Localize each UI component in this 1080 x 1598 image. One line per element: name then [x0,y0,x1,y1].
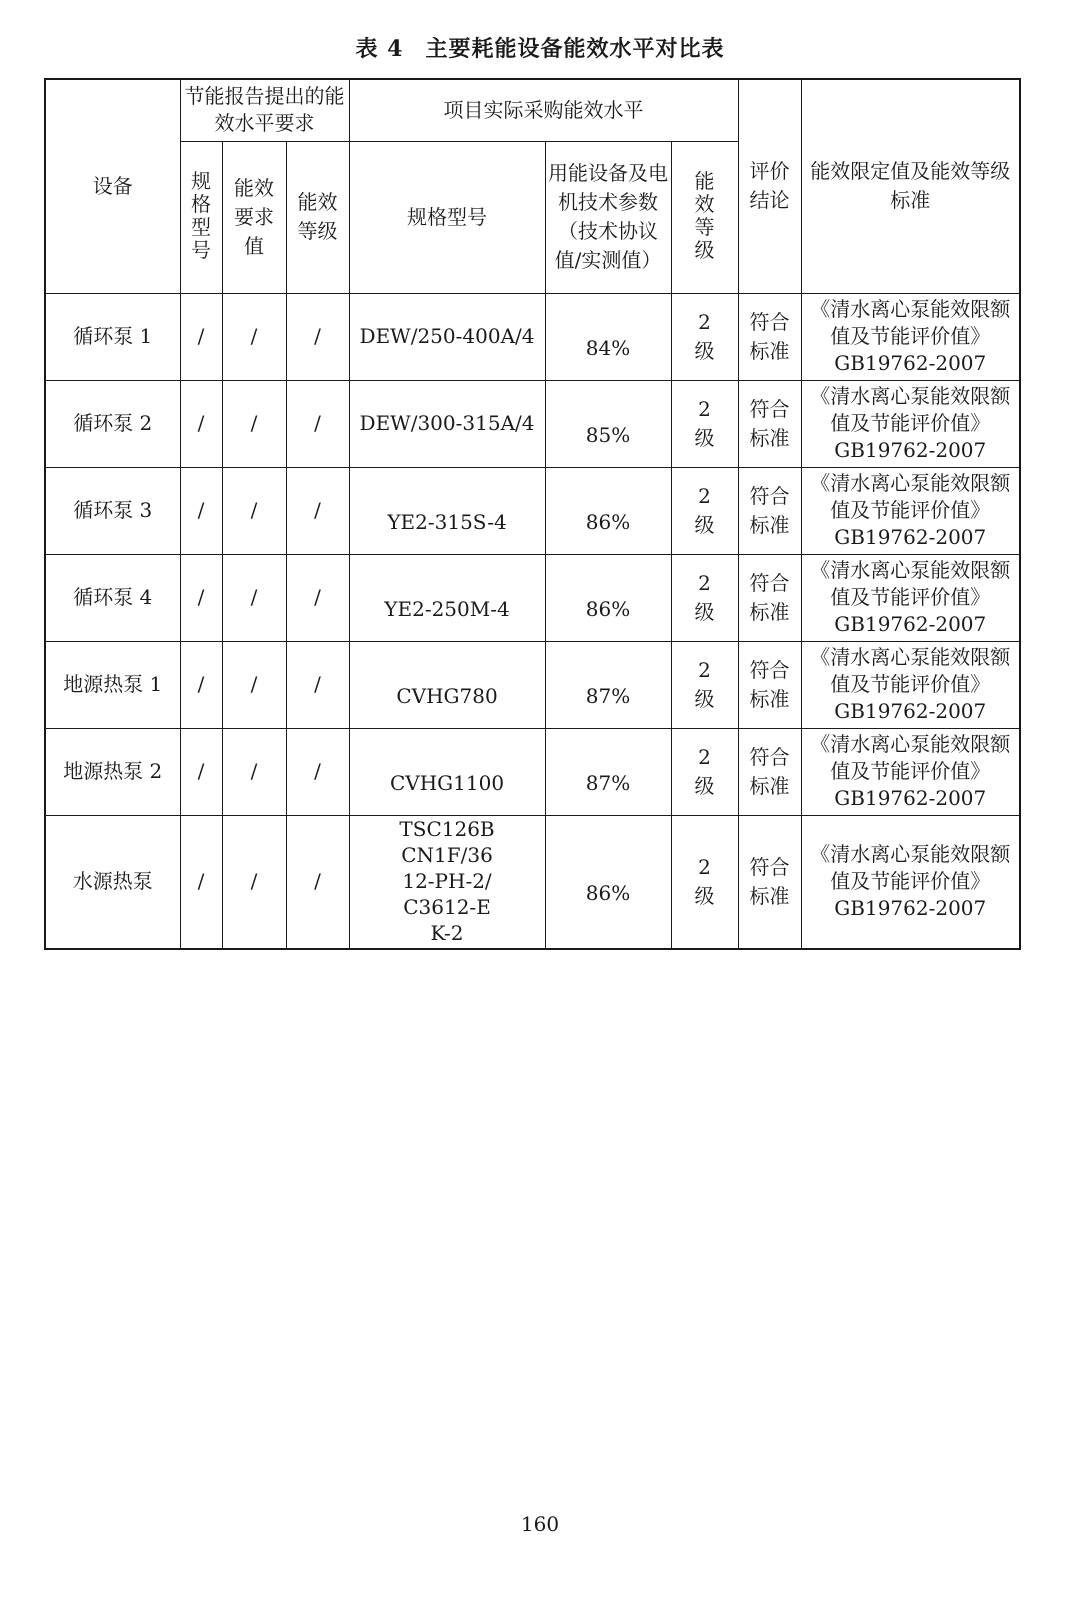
cell-model [349,641,545,728]
table-title [0,32,1080,63]
header-report-spec-text: 规格型号 [191,169,211,262]
cell-grade [671,293,738,380]
cell-grade [671,467,738,554]
header-actual-spec: 规格型号 [349,141,545,293]
cell-conclusion [738,467,801,554]
cell-conclusion-text: 符合标准 [749,570,790,624]
header-conclusion-text: 评价结论 [749,159,790,213]
cell-grade-text: 2 级 [694,657,715,711]
cell-conclusion-text: 符合标准 [749,483,790,537]
cell-param-text: 86% [585,597,631,621]
cell-grade-text: 2 级 [694,570,715,624]
cell-param [545,641,671,728]
table-row [45,467,1020,554]
cell-report-value: / [222,554,286,641]
cell-report-spec: / [180,554,222,641]
cell-grade [671,554,738,641]
cell-report-grade: / [286,554,349,641]
cell-device: 水源热泵 [45,815,180,949]
cell-standard: 《清水离心泵能效限额值及节能评价值》GB19762-2007 [801,380,1020,467]
table-row [45,293,1020,380]
cell-conclusion-text: 符合标准 [749,854,790,908]
header-actual-param [545,141,671,293]
cell-param-text: 87% [585,771,631,795]
cell-report-spec: / [180,467,222,554]
cell-param-text: 86% [585,510,631,534]
cell-grade-text: 2 级 [694,483,715,537]
cell-report-value: / [222,380,286,467]
cell-report-spec: / [180,293,222,380]
header-actual-grade-text: 能效等级 [694,169,715,262]
cell-conclusion-text: 符合标准 [749,744,790,798]
page-number: 160 [520,1512,560,1536]
cell-grade-text: 2 级 [694,744,715,798]
cell-report-value: / [222,467,286,554]
table-row [45,815,1020,949]
cell-standard: 《清水离心泵能效限额值及节能评价值》GB19762-2007 [801,554,1020,641]
cell-conclusion [738,554,801,641]
table-row [45,380,1020,467]
header-report-value-text: 能效要求值 [234,175,274,258]
cell-grade-text: 2 级 [694,854,715,908]
cell-param [545,554,671,641]
cell-grade-text: 2 级 [694,396,715,450]
cell-model [349,554,545,641]
cell-device: 地源热泵 2 [45,728,180,815]
header-actual-param-text: 用能设备及电机技术参数（技术协议值/实测值） [548,161,669,272]
cell-report-grade: / [286,293,349,380]
cell-standard: 《清水离心泵能效限额值及节能评价值》GB19762-2007 [801,293,1020,380]
header-actual-grade [671,141,738,293]
header-report-group: 节能报告提出的能效水平要求 [180,79,349,141]
cell-param-text: 84% [585,336,631,360]
cell-model [349,815,545,949]
header-device: 设备 [45,79,180,293]
cell-model-text: YE2-315S-4 [387,510,507,534]
cell-param-text: 86% [585,881,631,906]
cell-conclusion [738,293,801,380]
header-conclusion [738,79,801,293]
cell-report-grade: / [286,380,349,467]
header-report-grade-text: 能效等级 [297,190,338,243]
cell-report-value: / [222,728,286,815]
cell-device: 循环泵 2 [45,380,180,467]
cell-report-spec: / [180,815,222,949]
cell-param [545,380,671,467]
header-standard: 能效限定值及能效等级标准 [801,79,1020,293]
cell-grade [671,728,738,815]
table-row [45,728,1020,815]
table-row [45,641,1020,728]
cell-report-value: / [222,815,286,949]
cell-report-spec: / [180,728,222,815]
cell-standard: 《清水离心泵能效限额值及节能评价值》GB19762-2007 [801,641,1020,728]
cell-conclusion [738,641,801,728]
cell-device: 循环泵 4 [45,554,180,641]
cell-standard: 《清水离心泵能效限额值及节能评价值》GB19762-2007 [801,467,1020,554]
cell-conclusion-text: 符合标准 [749,309,790,363]
cell-report-value: / [222,293,286,380]
cell-standard: 《清水离心泵能效限额值及节能评价值》GB19762-2007 [801,815,1020,949]
cell-param [545,815,671,949]
header-actual-group: 项目实际采购能效水平 [349,79,738,141]
cell-conclusion [738,815,801,949]
cell-report-value: / [222,641,286,728]
cell-conclusion-text: 符合标准 [749,396,790,450]
cell-model [349,467,545,554]
cell-model-text: CVHG1100 [389,771,505,795]
table-number: 表 4 [355,36,404,62]
cell-param-text: 85% [585,423,631,447]
cell-report-grade: / [286,467,349,554]
cell-standard: 《清水离心泵能效限额值及节能评价值》GB19762-2007 [801,728,1020,815]
cell-model: DEW/250-400A/4 [349,293,545,380]
table-row [45,554,1020,641]
cell-report-grade: / [286,728,349,815]
cell-conclusion [738,728,801,815]
table-title-text: 主要耗能设备能效水平对比表 [425,36,725,62]
cell-report-spec: / [180,380,222,467]
cell-device: 地源热泵 1 [45,641,180,728]
cell-model-text: CVHG780 [396,684,498,708]
cell-grade-text: 2 级 [694,309,715,363]
cell-grade [671,641,738,728]
cell-model: DEW/300-315A/4 [349,380,545,467]
cell-device: 循环泵 1 [45,293,180,380]
cell-report-spec: / [180,641,222,728]
header-report-grade [286,141,349,293]
cell-model-text: YE2-250M-4 [384,597,510,621]
cell-conclusion [738,380,801,467]
cell-param [545,728,671,815]
header-report-value [222,141,286,293]
cell-param [545,293,671,380]
cell-report-grade: / [286,641,349,728]
cell-param-text: 87% [585,684,631,708]
header-report-spec [180,141,222,293]
cell-conclusion-text: 符合标准 [749,657,790,711]
cell-model-text: TSC126B CN1F/36 12-PH-2/ C3612-E K-2 [399,817,495,946]
cell-param [545,467,671,554]
cell-grade [671,815,738,949]
efficiency-comparison-table [44,78,1021,950]
cell-model [349,728,545,815]
cell-grade [671,380,738,467]
cell-report-grade: / [286,815,349,949]
cell-device: 循环泵 3 [45,467,180,554]
